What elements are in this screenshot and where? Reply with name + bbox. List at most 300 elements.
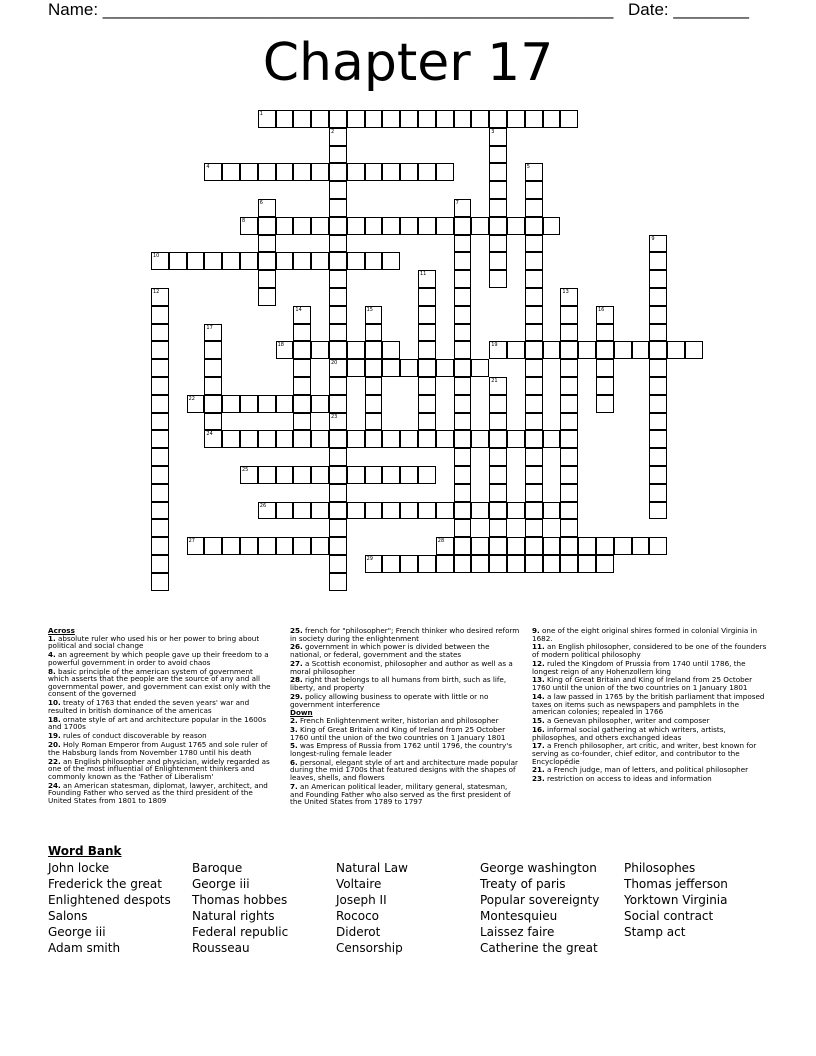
grid-cell[interactable]: [329, 146, 347, 164]
grid-cell[interactable]: [418, 466, 436, 484]
grid-cell[interactable]: [204, 377, 222, 395]
grid-cell[interactable]: [454, 466, 472, 484]
grid-cell[interactable]: [311, 537, 329, 555]
grid-cell[interactable]: [454, 395, 472, 413]
grid-cell[interactable]: [560, 324, 578, 342]
grid-cell[interactable]: [418, 395, 436, 413]
grid-cell[interactable]: [471, 430, 489, 448]
grid-cell[interactable]: [596, 555, 614, 573]
grid-cell[interactable]: [276, 252, 294, 270]
grid-cell[interactable]: [649, 324, 667, 342]
grid-cell[interactable]: [560, 306, 578, 324]
grid-cell[interactable]: [525, 519, 543, 537]
grid-cell[interactable]: [400, 502, 418, 520]
grid-cell[interactable]: [418, 359, 436, 377]
grid-cell[interactable]: [293, 502, 311, 520]
grid-cell[interactable]: [471, 217, 489, 235]
date-field[interactable]: Date: ________: [628, 0, 749, 19]
grid-cell[interactable]: [436, 555, 454, 573]
grid-cell[interactable]: [649, 395, 667, 413]
grid-cell[interactable]: [418, 413, 436, 431]
grid-cell[interactable]: [418, 288, 436, 306]
grid-cell[interactable]: [418, 377, 436, 395]
grid-cell[interactable]: [293, 377, 311, 395]
grid-cell[interactable]: [525, 217, 543, 235]
grid-cell[interactable]: [204, 359, 222, 377]
grid-cell[interactable]: [436, 537, 454, 555]
grid-cell[interactable]: [418, 217, 436, 235]
grid-cell[interactable]: [258, 199, 276, 217]
grid-cell[interactable]: [240, 537, 258, 555]
grid-cell[interactable]: [649, 413, 667, 431]
grid-cell[interactable]: [258, 217, 276, 235]
grid-cell[interactable]: [560, 537, 578, 555]
grid-cell[interactable]: [596, 341, 614, 359]
grid-cell[interactable]: [293, 413, 311, 431]
grid-cell[interactable]: [525, 502, 543, 520]
grid-cell[interactable]: [454, 519, 472, 537]
grid-cell[interactable]: [578, 537, 596, 555]
grid-cell[interactable]: [400, 163, 418, 181]
grid-cell[interactable]: [276, 163, 294, 181]
grid-cell[interactable]: [293, 324, 311, 342]
grid-cell[interactable]: [525, 110, 543, 128]
grid-cell[interactable]: [276, 110, 294, 128]
grid-cell[interactable]: [258, 502, 276, 520]
grid-cell[interactable]: [418, 324, 436, 342]
grid-cell[interactable]: [525, 484, 543, 502]
grid-cell[interactable]: [436, 359, 454, 377]
grid-cell[interactable]: [329, 413, 347, 431]
grid-cell[interactable]: [489, 484, 507, 502]
grid-cell[interactable]: [543, 537, 561, 555]
grid-cell[interactable]: [596, 537, 614, 555]
grid-cell[interactable]: [560, 466, 578, 484]
grid-cell[interactable]: [258, 163, 276, 181]
grid-cell[interactable]: [365, 110, 383, 128]
grid-cell[interactable]: [489, 163, 507, 181]
grid-cell[interactable]: [187, 395, 205, 413]
grid-cell[interactable]: [525, 359, 543, 377]
grid-cell[interactable]: [382, 217, 400, 235]
grid-cell[interactable]: [436, 217, 454, 235]
grid-cell[interactable]: [525, 324, 543, 342]
grid-cell[interactable]: [329, 502, 347, 520]
grid-cell[interactable]: [649, 252, 667, 270]
grid-cell[interactable]: [454, 555, 472, 573]
grid-cell[interactable]: [311, 110, 329, 128]
grid-cell[interactable]: [293, 466, 311, 484]
grid-cell[interactable]: [649, 235, 667, 253]
grid-cell[interactable]: [560, 395, 578, 413]
grid-cell[interactable]: [151, 324, 169, 342]
grid-cell[interactable]: [311, 163, 329, 181]
grid-cell[interactable]: [204, 341, 222, 359]
grid-cell[interactable]: [471, 110, 489, 128]
grid-cell[interactable]: [258, 110, 276, 128]
grid-cell[interactable]: [489, 519, 507, 537]
grid-cell[interactable]: [525, 430, 543, 448]
grid-cell[interactable]: [258, 430, 276, 448]
grid-cell[interactable]: [329, 484, 347, 502]
grid-cell[interactable]: [222, 163, 240, 181]
grid-cell[interactable]: [382, 110, 400, 128]
grid-cell[interactable]: [276, 537, 294, 555]
grid-cell[interactable]: [489, 377, 507, 395]
grid-cell[interactable]: [258, 466, 276, 484]
grid-cell[interactable]: [596, 377, 614, 395]
grid-cell[interactable]: [400, 466, 418, 484]
grid-cell[interactable]: [329, 163, 347, 181]
grid-cell[interactable]: [400, 359, 418, 377]
grid-cell[interactable]: [204, 163, 222, 181]
grid-cell[interactable]: [454, 288, 472, 306]
grid-cell[interactable]: [347, 359, 365, 377]
grid-cell[interactable]: [543, 430, 561, 448]
grid-cell[interactable]: [507, 537, 525, 555]
grid-cell[interactable]: [525, 288, 543, 306]
grid-cell[interactable]: [525, 163, 543, 181]
grid-cell[interactable]: [649, 341, 667, 359]
grid-cell[interactable]: [311, 395, 329, 413]
grid-cell[interactable]: [329, 466, 347, 484]
grid-cell[interactable]: [382, 359, 400, 377]
grid-cell[interactable]: [276, 341, 294, 359]
grid-cell[interactable]: [347, 430, 365, 448]
grid-cell[interactable]: [151, 288, 169, 306]
grid-cell[interactable]: [649, 377, 667, 395]
grid-cell[interactable]: [151, 484, 169, 502]
grid-cell[interactable]: [222, 537, 240, 555]
grid-cell[interactable]: [329, 199, 347, 217]
grid-cell[interactable]: [489, 395, 507, 413]
grid-cell[interactable]: [560, 341, 578, 359]
grid-cell[interactable]: [454, 537, 472, 555]
grid-cell[interactable]: [489, 502, 507, 520]
grid-cell[interactable]: [329, 519, 347, 537]
grid-cell[interactable]: [258, 537, 276, 555]
grid-cell[interactable]: [169, 252, 187, 270]
grid-cell[interactable]: [454, 502, 472, 520]
grid-cell[interactable]: [222, 252, 240, 270]
grid-cell[interactable]: [222, 395, 240, 413]
grid-cell[interactable]: [258, 395, 276, 413]
grid-cell[interactable]: [649, 537, 667, 555]
grid-cell[interactable]: [329, 110, 347, 128]
grid-cell[interactable]: [347, 341, 365, 359]
grid-cell[interactable]: [187, 252, 205, 270]
grid-cell[interactable]: [454, 306, 472, 324]
grid-cell[interactable]: [382, 341, 400, 359]
grid-cell[interactable]: [204, 324, 222, 342]
grid-cell[interactable]: [329, 395, 347, 413]
grid-cell[interactable]: [151, 306, 169, 324]
grid-cell[interactable]: [507, 217, 525, 235]
grid-cell[interactable]: [454, 217, 472, 235]
grid-cell[interactable]: [329, 128, 347, 146]
grid-cell[interactable]: [489, 217, 507, 235]
grid-cell[interactable]: [454, 324, 472, 342]
grid-cell[interactable]: [632, 341, 650, 359]
grid-cell[interactable]: [649, 270, 667, 288]
grid-cell[interactable]: [400, 555, 418, 573]
grid-cell[interactable]: [293, 217, 311, 235]
grid-cell[interactable]: [471, 555, 489, 573]
grid-cell[interactable]: [507, 341, 525, 359]
grid-cell[interactable]: [489, 341, 507, 359]
grid-cell[interactable]: [454, 430, 472, 448]
grid-cell[interactable]: [525, 413, 543, 431]
grid-cell[interactable]: [596, 306, 614, 324]
grid-cell[interactable]: [347, 502, 365, 520]
grid-cell[interactable]: [436, 430, 454, 448]
grid-cell[interactable]: [329, 324, 347, 342]
grid-cell[interactable]: [311, 341, 329, 359]
grid-cell[interactable]: [311, 466, 329, 484]
grid-cell[interactable]: [311, 217, 329, 235]
grid-cell[interactable]: [365, 377, 383, 395]
grid-cell[interactable]: [293, 430, 311, 448]
grid-cell[interactable]: [400, 110, 418, 128]
grid-cell[interactable]: [454, 448, 472, 466]
grid-cell[interactable]: [347, 110, 365, 128]
grid-cell[interactable]: [418, 306, 436, 324]
grid-cell[interactable]: [471, 502, 489, 520]
grid-cell[interactable]: [240, 252, 258, 270]
grid-cell[interactable]: [525, 270, 543, 288]
grid-cell[interactable]: [347, 466, 365, 484]
grid-cell[interactable]: [293, 110, 311, 128]
grid-cell[interactable]: [293, 341, 311, 359]
grid-cell[interactable]: [365, 430, 383, 448]
grid-cell[interactable]: [329, 181, 347, 199]
grid-cell[interactable]: [454, 413, 472, 431]
grid-cell[interactable]: [276, 395, 294, 413]
grid-cell[interactable]: [649, 484, 667, 502]
grid-cell[interactable]: [329, 235, 347, 253]
grid-cell[interactable]: [329, 341, 347, 359]
grid-cell[interactable]: [365, 252, 383, 270]
grid-cell[interactable]: [240, 163, 258, 181]
grid-cell[interactable]: [454, 235, 472, 253]
grid-cell[interactable]: [489, 146, 507, 164]
grid-cell[interactable]: [329, 288, 347, 306]
grid-cell[interactable]: [329, 555, 347, 573]
grid-cell[interactable]: [258, 270, 276, 288]
grid-cell[interactable]: [151, 341, 169, 359]
grid-cell[interactable]: [525, 252, 543, 270]
grid-cell[interactable]: [293, 359, 311, 377]
grid-cell[interactable]: [649, 466, 667, 484]
grid-cell[interactable]: [311, 252, 329, 270]
grid-cell[interactable]: [204, 395, 222, 413]
grid-cell[interactable]: [293, 395, 311, 413]
grid-cell[interactable]: [151, 430, 169, 448]
grid-cell[interactable]: [151, 573, 169, 591]
grid-cell[interactable]: [187, 537, 205, 555]
grid-cell[interactable]: [329, 537, 347, 555]
grid-cell[interactable]: [471, 537, 489, 555]
grid-cell[interactable]: [365, 413, 383, 431]
grid-cell[interactable]: [649, 448, 667, 466]
grid-cell[interactable]: [329, 448, 347, 466]
grid-cell[interactable]: [543, 502, 561, 520]
grid-cell[interactable]: [632, 537, 650, 555]
grid-cell[interactable]: [365, 217, 383, 235]
grid-cell[interactable]: [560, 555, 578, 573]
grid-cell[interactable]: [489, 430, 507, 448]
grid-cell[interactable]: [365, 555, 383, 573]
grid-cell[interactable]: [293, 537, 311, 555]
grid-cell[interactable]: [347, 217, 365, 235]
grid-cell[interactable]: [382, 502, 400, 520]
grid-cell[interactable]: [525, 235, 543, 253]
grid-cell[interactable]: [543, 217, 561, 235]
grid-cell[interactable]: [365, 163, 383, 181]
grid-cell[interactable]: [382, 163, 400, 181]
grid-cell[interactable]: [365, 395, 383, 413]
grid-cell[interactable]: [596, 359, 614, 377]
grid-cell[interactable]: [454, 377, 472, 395]
grid-cell[interactable]: [614, 537, 632, 555]
grid-cell[interactable]: [454, 270, 472, 288]
grid-cell[interactable]: [151, 555, 169, 573]
grid-cell[interactable]: [258, 288, 276, 306]
grid-cell[interactable]: [365, 341, 383, 359]
grid-cell[interactable]: [382, 555, 400, 573]
grid-cell[interactable]: [240, 430, 258, 448]
grid-cell[interactable]: [151, 377, 169, 395]
grid-cell[interactable]: [578, 341, 596, 359]
grid-cell[interactable]: [365, 466, 383, 484]
grid-cell[interactable]: [489, 128, 507, 146]
grid-cell[interactable]: [543, 555, 561, 573]
grid-cell[interactable]: [507, 502, 525, 520]
grid-cell[interactable]: [365, 324, 383, 342]
grid-cell[interactable]: [240, 395, 258, 413]
grid-cell[interactable]: [525, 341, 543, 359]
grid-cell[interactable]: [525, 306, 543, 324]
grid-cell[interactable]: [525, 377, 543, 395]
grid-cell[interactable]: [418, 430, 436, 448]
grid-cell[interactable]: [329, 252, 347, 270]
grid-cell[interactable]: [525, 537, 543, 555]
grid-cell[interactable]: [365, 306, 383, 324]
grid-cell[interactable]: [347, 163, 365, 181]
grid-cell[interactable]: [418, 341, 436, 359]
grid-cell[interactable]: [436, 502, 454, 520]
grid-cell[interactable]: [560, 430, 578, 448]
grid-cell[interactable]: [560, 413, 578, 431]
grid-cell[interactable]: [454, 199, 472, 217]
grid-cell[interactable]: [400, 217, 418, 235]
grid-cell[interactable]: [382, 430, 400, 448]
grid-cell[interactable]: [685, 341, 703, 359]
grid-cell[interactable]: [454, 252, 472, 270]
grid-cell[interactable]: [329, 306, 347, 324]
grid-cell[interactable]: [276, 217, 294, 235]
grid-cell[interactable]: [525, 181, 543, 199]
grid-cell[interactable]: [560, 288, 578, 306]
grid-cell[interactable]: [329, 270, 347, 288]
grid-cell[interactable]: [347, 252, 365, 270]
grid-cell[interactable]: [560, 484, 578, 502]
grid-cell[interactable]: [418, 555, 436, 573]
grid-cell[interactable]: [489, 448, 507, 466]
grid-cell[interactable]: [596, 395, 614, 413]
grid-cell[interactable]: [276, 466, 294, 484]
grid-cell[interactable]: [454, 341, 472, 359]
grid-cell[interactable]: [489, 270, 507, 288]
grid-cell[interactable]: [151, 252, 169, 270]
grid-cell[interactable]: [507, 430, 525, 448]
grid-cell[interactable]: [649, 359, 667, 377]
grid-cell[interactable]: [560, 110, 578, 128]
grid-cell[interactable]: [329, 359, 347, 377]
grid-cell[interactable]: [507, 110, 525, 128]
grid-cell[interactable]: [418, 110, 436, 128]
grid-cell[interactable]: [560, 359, 578, 377]
grid-cell[interactable]: [204, 430, 222, 448]
grid-cell[interactable]: [649, 306, 667, 324]
grid-cell[interactable]: [400, 430, 418, 448]
grid-cell[interactable]: [151, 519, 169, 537]
grid-cell[interactable]: [258, 235, 276, 253]
grid-cell[interactable]: [204, 252, 222, 270]
grid-cell[interactable]: [151, 537, 169, 555]
grid-cell[interactable]: [489, 555, 507, 573]
grid-cell[interactable]: [276, 430, 294, 448]
grid-cell[interactable]: [454, 484, 472, 502]
grid-cell[interactable]: [382, 466, 400, 484]
grid-cell[interactable]: [436, 110, 454, 128]
grid-cell[interactable]: [525, 199, 543, 217]
grid-cell[interactable]: [454, 359, 472, 377]
grid-cell[interactable]: [489, 110, 507, 128]
grid-cell[interactable]: [454, 110, 472, 128]
grid-cell[interactable]: [311, 502, 329, 520]
grid-cell[interactable]: [667, 341, 685, 359]
grid-cell[interactable]: [560, 502, 578, 520]
grid-cell[interactable]: [151, 502, 169, 520]
grid-cell[interactable]: [489, 181, 507, 199]
grid-cell[interactable]: [151, 448, 169, 466]
grid-cell[interactable]: [525, 466, 543, 484]
grid-cell[interactable]: [240, 466, 258, 484]
grid-cell[interactable]: [525, 555, 543, 573]
grid-cell[interactable]: [276, 502, 294, 520]
grid-cell[interactable]: [329, 573, 347, 591]
grid-cell[interactable]: [560, 377, 578, 395]
grid-cell[interactable]: [204, 537, 222, 555]
grid-cell[interactable]: [329, 217, 347, 235]
grid-cell[interactable]: [240, 217, 258, 235]
grid-cell[interactable]: [436, 163, 454, 181]
grid-cell[interactable]: [311, 430, 329, 448]
grid-cell[interactable]: [649, 502, 667, 520]
grid-cell[interactable]: [222, 430, 240, 448]
grid-cell[interactable]: [614, 341, 632, 359]
grid-cell[interactable]: [489, 199, 507, 217]
grid-cell[interactable]: [151, 359, 169, 377]
grid-cell[interactable]: [560, 519, 578, 537]
grid-cell[interactable]: [543, 110, 561, 128]
name-field[interactable]: Name: ______________________________________________________: [48, 0, 614, 19]
grid-cell[interactable]: [293, 163, 311, 181]
grid-cell[interactable]: [596, 324, 614, 342]
grid-cell[interactable]: [418, 163, 436, 181]
grid-cell[interactable]: [382, 252, 400, 270]
